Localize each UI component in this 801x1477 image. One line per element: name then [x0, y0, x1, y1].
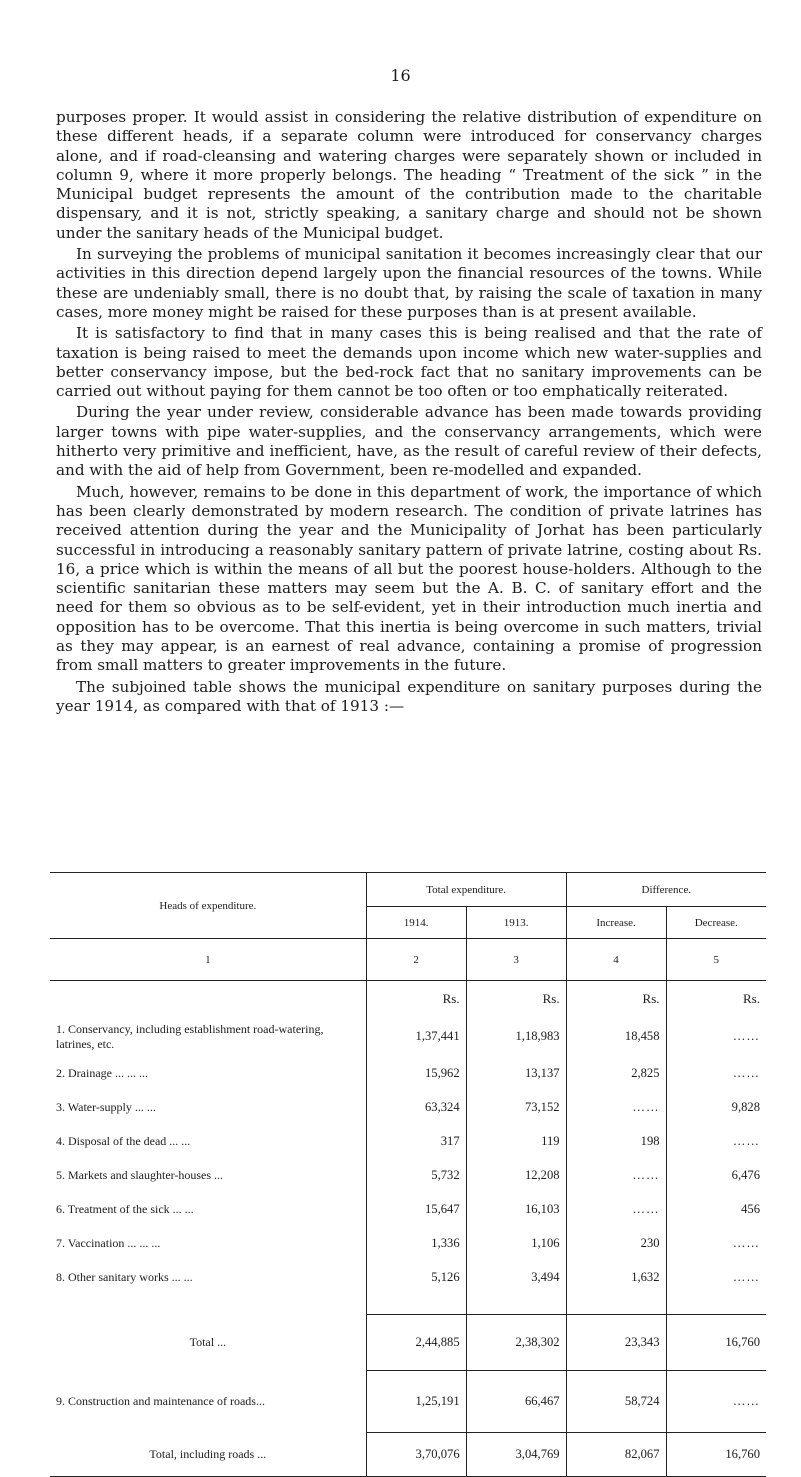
- paragraph-4: During the year under review, considerable advance has been made towards providing larger towns with pipe water-supplies, and the conservancy arrangements, which were hitherto very primitive and inefficient, have, as the result of careful review of their defects, and with the aid of help from Government, been re-modelled and expanded.: [56, 403, 762, 480]
- row-label: 5. Markets and slaughter-houses ...: [56, 1168, 224, 1182]
- cell-1913: 12,208: [466, 1159, 566, 1193]
- roads-decrease: ……: [666, 1371, 766, 1433]
- cell-1914: 5,732: [366, 1159, 466, 1193]
- grand-total-1913: 3,04,769: [466, 1433, 566, 1477]
- grand-total-increase: 82,067: [566, 1433, 666, 1477]
- total-label: Total ...: [189, 1335, 227, 1349]
- table-row: [50, 1159, 766, 1193]
- cell-increase: 18,458: [566, 1017, 666, 1057]
- cell-increase: 1,632: [566, 1261, 666, 1295]
- cell-1914: 1,336: [366, 1227, 466, 1261]
- header-total-expenditure: Total expenditure.: [366, 873, 566, 907]
- page-number: 16: [390, 66, 411, 85]
- col-number-5: 5: [666, 939, 766, 981]
- cell-1914: 63,324: [366, 1091, 466, 1125]
- col-number-1: 1: [205, 953, 211, 966]
- cell-increase: ……: [566, 1193, 666, 1227]
- unit-rs: Rs.: [366, 981, 466, 1017]
- cell-1913: 1,18,983: [466, 1017, 566, 1057]
- roads-increase: 58,724: [566, 1371, 666, 1433]
- cell-increase: ……: [566, 1091, 666, 1125]
- grand-total-row: [50, 1433, 766, 1477]
- paragraph-2: In surveying the problems of municipal sanitation it becomes increasingly clear that our activities in this direction depend largely upon the financial resources of the towns. While these are undeniably small, there is no doubt that, by raising the scale of taxation in many cases, more money might be raised for these purposes than is at present available.: [56, 245, 762, 321]
- table-row: [50, 1057, 766, 1091]
- row-label: 2. Drainage ... ... ...: [56, 1066, 148, 1080]
- table-row: [50, 1261, 766, 1295]
- cell-decrease: 6,476: [666, 1159, 766, 1193]
- body-text: [56, 108, 762, 718]
- total-row: [50, 1315, 766, 1371]
- total-1913: 2,38,302: [466, 1315, 566, 1371]
- paragraph-6: The subjoined table shows the municipal expenditure on sanitary purposes during the year 1914, as compared with that of 1913 :—: [56, 677, 762, 715]
- cell-decrease: ……: [666, 1125, 766, 1159]
- cell-1913: 73,152: [466, 1091, 566, 1125]
- col-number-4: 4: [566, 939, 666, 981]
- row-label: 6. Treatment of the sick ... ...: [56, 1202, 194, 1216]
- cell-decrease: ……: [666, 1017, 766, 1057]
- cell-decrease: ……: [666, 1227, 766, 1261]
- roads-1913: 66,467: [466, 1371, 566, 1433]
- cell-decrease: ……: [666, 1261, 766, 1295]
- header-increase: Increase.: [566, 907, 666, 939]
- header-difference: Difference.: [566, 873, 766, 907]
- col-number-2: 2: [366, 939, 466, 981]
- cell-1913: 119: [466, 1125, 566, 1159]
- unit-rs: Rs.: [566, 981, 666, 1017]
- table-row: [50, 1193, 766, 1227]
- cell-increase: 198: [566, 1125, 666, 1159]
- cell-increase: 2,825: [566, 1057, 666, 1091]
- row-label: 3. Water-supply ... ...: [56, 1100, 156, 1114]
- grand-total-label: Total, including roads ...: [149, 1446, 267, 1461]
- cell-1913: 16,103: [466, 1193, 566, 1227]
- cell-1913: 1,106: [466, 1227, 566, 1261]
- col-number-3: 3: [466, 939, 566, 981]
- header-heads: Heads of expenditure.: [159, 899, 257, 912]
- roads-label: 9. Construction and maintenance of roads...: [56, 1394, 265, 1408]
- cell-decrease: 456: [666, 1193, 766, 1227]
- cell-decrease: ……: [666, 1057, 766, 1091]
- total-1914: 2,44,885: [366, 1315, 466, 1371]
- row-label: 4. Disposal of the dead ... ...: [56, 1134, 191, 1148]
- table-row: [50, 1091, 766, 1125]
- cell-1914: 5,126: [366, 1261, 466, 1295]
- unit-rs: Rs.: [666, 981, 766, 1017]
- cell-1913: 3,494: [466, 1261, 566, 1295]
- paragraph-5: Much, however, remains to be done in this department of work, the importance of which has been clearly demonstrated by modern research. The condition of private latrines has received attention during the year and the Municipality of Jorhat has been particularly successful in introducing a reasonably sanitary pattern of private latrine, costing about Rs. 16, a price which is within the means of all but the poorest house-holders. Although to the scientific sanitarian these matters may seem but the A. B. C. of sanitary effort and the need for them so obvious as to be self-evident, yet in their introduction much inertia and opposition has to be overcome. That this inertia is being overcome in such matters, trivial as they may appear, is an earnest of real advance, containing a promise of progression from small matters to greater improvements in the future.: [56, 482, 762, 675]
- row-label: 7. Vaccination ... ... ...: [56, 1236, 161, 1250]
- cell-1914: 317: [366, 1125, 466, 1159]
- total-increase: 23,343: [566, 1315, 666, 1371]
- cell-1913: 13,137: [466, 1057, 566, 1091]
- cell-increase: ……: [566, 1159, 666, 1193]
- paragraph-1: purposes proper. It would assist in considering the relative distribution of expenditure on these different heads, if a separate column were introduced for conservancy charges alone, and if road-cleansing and watering charges were separately shown or included in column 9, where it more properly belongs. The heading “ Treatment of the sick ” in the Municipal budget represents the amount of the contribution made to the charitable dispensary, and it is not, strictly speaking, a sanitary charge and should not be shown under the sanitary heads of the Municipal budget.: [56, 108, 762, 242]
- header-decrease: Decrease.: [666, 907, 766, 939]
- table-row: [50, 1125, 766, 1159]
- grand-total-1914: 3,70,076: [366, 1433, 466, 1477]
- grand-total-decrease: 16,760: [666, 1433, 766, 1477]
- unit-rs: Rs.: [466, 981, 566, 1017]
- header-1913: 1913.: [466, 907, 566, 939]
- table-row: [50, 1017, 766, 1057]
- paragraph-3: It is satisfactory to find that in many cases this is being realised and that the rate of taxation is being raised to meet the demands upon income which new water-supplies and better conservancy impose, but the bed-rock fact that no sanitary improvements can be carried out without paying for them cannot be too often or too emphatically reiterated.: [56, 324, 762, 401]
- header-1914: 1914.: [366, 907, 466, 939]
- cell-increase: 230: [566, 1227, 666, 1261]
- cell-1914: 15,647: [366, 1193, 466, 1227]
- total-decrease: 16,760: [666, 1315, 766, 1371]
- cell-decrease: 9,828: [666, 1091, 766, 1125]
- expenditure-table: [50, 872, 766, 1477]
- table-row: [50, 1227, 766, 1261]
- roads-1914: 1,25,191: [366, 1371, 466, 1433]
- row-label: 8. Other sanitary works ... ...: [56, 1270, 193, 1284]
- cell-1914: 15,962: [366, 1057, 466, 1091]
- roads-row: [50, 1371, 766, 1433]
- row-label: 1. Conservancy, including establishment road-watering, latrines, etc.: [56, 1021, 324, 1051]
- cell-1914: 1,37,441: [366, 1017, 466, 1057]
